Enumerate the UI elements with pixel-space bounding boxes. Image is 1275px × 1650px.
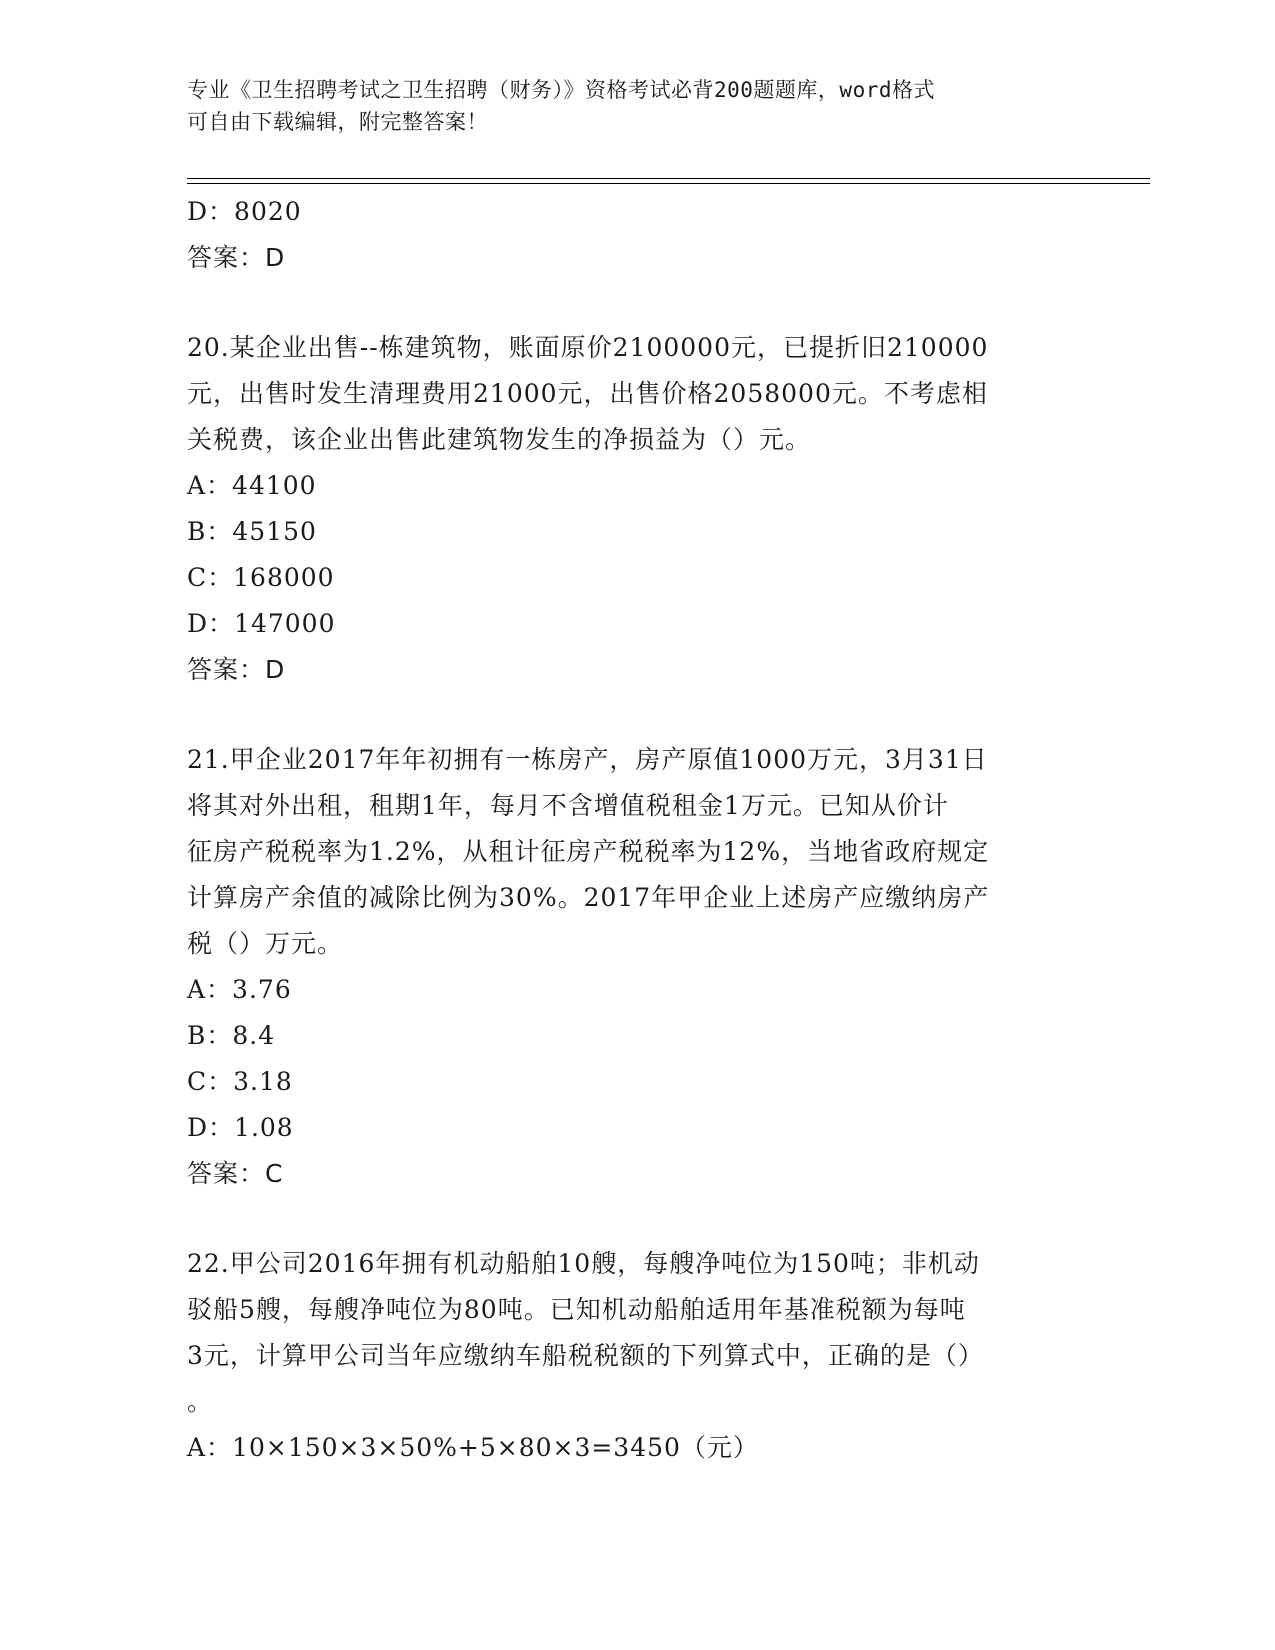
question-20: [187, 325, 1087, 693]
prev-answer: 答案：D: [187, 243, 286, 272]
question-line: 元，出售时发生清理费用21000元，出售价格2058000元。不考虑相: [187, 379, 988, 408]
question-line: 3元，计算甲公司当年应缴纳车船税税额的下列算式中，正确的是（）: [187, 1341, 984, 1370]
option-b: B：8.4: [187, 1021, 276, 1050]
question-line: 驳船5艘，每艘净吨位为80吨。已知机动船舶适用年基准税额为每吨: [187, 1295, 966, 1324]
header-rule-bottom: [187, 183, 1150, 184]
header-rule-top: [187, 178, 1150, 179]
question-content: [187, 189, 1087, 1471]
header-line-1: 专业《卫生招聘考试之卫生招聘（财务）》资格考试必背200题题库，word格式: [187, 78, 935, 102]
option-d: D：1.08: [187, 1113, 294, 1142]
option-a: A：3.76: [187, 975, 292, 1004]
question-line: 关税费，该企业出售此建筑物发生的净损益为（）元。: [187, 425, 812, 454]
spacer: [187, 281, 1087, 325]
option-c: C：3.18: [187, 1067, 293, 1096]
option-a: A：10×150×3×50%+5×80×3=3450（元）: [187, 1433, 759, 1462]
option-b: B：45150: [187, 517, 317, 546]
spacer: [187, 1197, 1087, 1241]
question-line: 征房产税税率为1.2%，从租计征房产税税率为12%，当地省政府规定: [187, 837, 990, 866]
option-d: D：147000: [187, 609, 336, 638]
answer: 答案：C: [187, 1159, 284, 1188]
answer: 答案：D: [187, 655, 286, 684]
question-22: [187, 1241, 1087, 1471]
question-line: 计算房产余值的减除比例为30%。2017年甲企业上述房产应缴纳房产: [187, 883, 990, 912]
option-a: A：44100: [187, 471, 317, 500]
question-line: 税（）万元。: [187, 929, 344, 958]
spacer: [187, 693, 1087, 737]
question-line: 22.甲公司2016年拥有机动船舶10艘，每艘净吨位为150吨；非机动: [187, 1249, 980, 1278]
question-21: [187, 737, 1087, 1197]
page-header: [187, 74, 1067, 138]
option-c: C：168000: [187, 563, 335, 592]
header-line-2: 可自由下载编辑，附完整答案！: [187, 110, 488, 134]
question-line: 21.甲企业2017年年初拥有一栋房产，房产原值1000万元，3月31日: [187, 745, 988, 774]
question-line: 将其对外出租，租期1年，每月不含增值税租金1万元。已知从价计: [187, 791, 949, 820]
question-line: 。: [187, 1387, 214, 1416]
prev-option-d: D：8020: [187, 197, 302, 226]
question-line: 20.某企业出售--栋建筑物，账面原价2100000元，已提折旧210000: [187, 333, 989, 362]
